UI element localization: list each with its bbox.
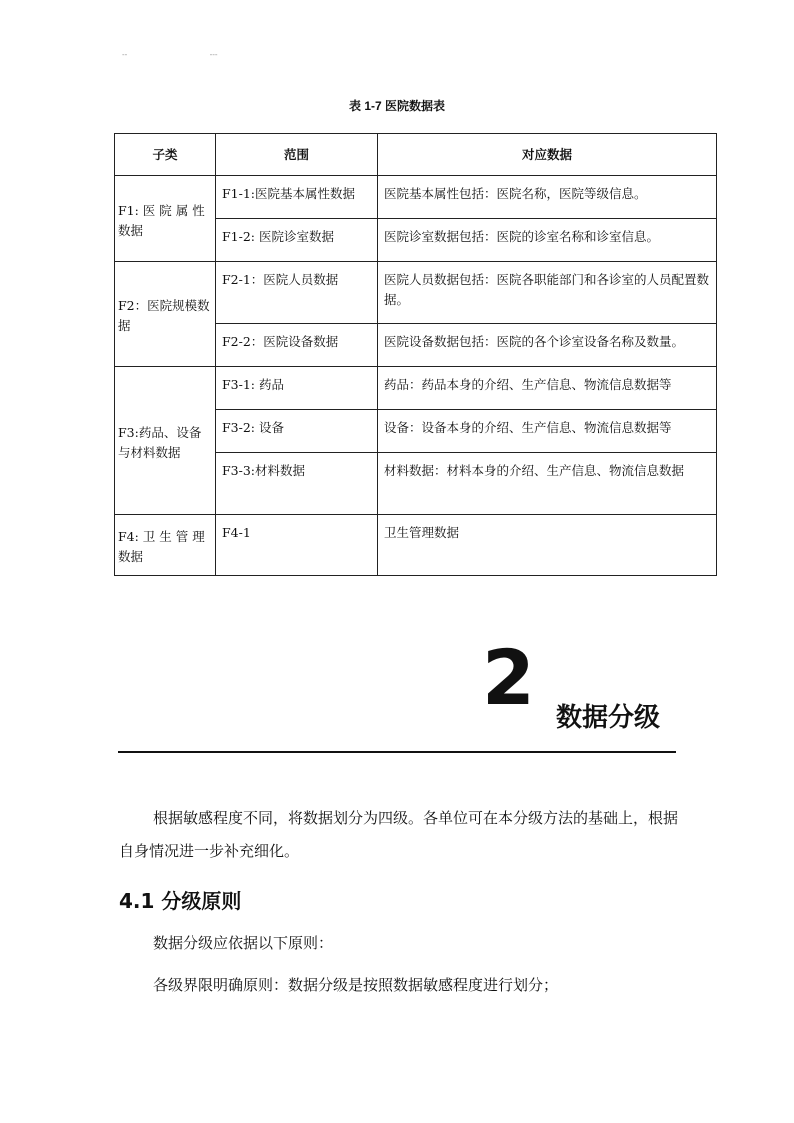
range-cell: F1-1:医院基本属性数据 xyxy=(216,176,378,219)
section-title: 4.1 分级原则 xyxy=(119,889,242,913)
data-cell: 设备：设备本身的介绍、生产信息、物流信息数据等 xyxy=(378,410,717,453)
chapter-title: 数据分级 xyxy=(556,703,661,733)
range-cell: F3-2: 设备 xyxy=(216,410,378,453)
range-cell: F3-1: 药品 xyxy=(216,367,378,410)
data-cell: 医院人员数据包括：医院各职能部门和各诊室的人员配置数据。 xyxy=(378,262,717,324)
chapter-number: 2 xyxy=(482,633,535,722)
data-cell: 药品：药品本身的介绍、生产信息、物流信息数据等 xyxy=(378,367,717,410)
data-cell: 卫生管理数据 xyxy=(378,515,717,576)
section-paragraph-1: 数据分级应依据以下原则： xyxy=(153,934,334,952)
table-row xyxy=(115,367,717,410)
table-row xyxy=(115,262,717,324)
range-cell: F2-1：医院人员数据 xyxy=(216,262,378,324)
header-range: 范围 xyxy=(216,134,378,176)
data-cell: 医院设备数据包括：医院的各个诊室设备名称及数量。 xyxy=(378,324,717,367)
range-cell: F2-2：医院设备数据 xyxy=(216,324,378,367)
table-header-row xyxy=(115,134,717,176)
data-cell: 材料数据：材料本身的介绍、生产信息、物流信息数据 xyxy=(378,453,717,515)
data-cell: 医院基本属性包括：医院名称，医院等级信息。 xyxy=(378,176,717,219)
table-row xyxy=(115,515,717,576)
header-subclass: 子类 xyxy=(115,134,216,176)
table-caption: 表 1-7 医院数据表 xyxy=(348,99,445,113)
header-mark-left: -- xyxy=(122,50,128,59)
header-data: 对应数据 xyxy=(378,134,717,176)
data-cell: 医院诊室数据包括：医院的诊室名称和诊室信息。 xyxy=(378,219,717,262)
subclass-cell: F4: 卫 生 管 理 数据 xyxy=(115,515,216,576)
header-marks xyxy=(122,50,298,59)
hospital-data-table xyxy=(114,133,717,576)
intro-paragraph: 根据敏感程度不同，将数据划分为四级。各单位可在本分级方法的基础上，根据自身情况进一步补充细化。 xyxy=(119,809,679,860)
range-cell: F3-3:材料数据 xyxy=(216,453,378,515)
chapter-divider xyxy=(118,751,676,753)
subclass-cell: F3:药品、设备与材料数据 xyxy=(115,367,216,515)
range-cell: F1-2: 医院诊室数据 xyxy=(216,219,378,262)
header-mark-right: --- xyxy=(209,50,218,59)
table-row xyxy=(115,176,717,219)
subclass-cell: F2：医院规模数据 xyxy=(115,262,216,367)
subclass-cell: F1: 医 院 属 性 数据 xyxy=(115,176,216,262)
section-paragraph-2: 各级界限明确原则：数据分级是按照数据敏感程度进行划分； xyxy=(153,976,559,994)
range-cell: F4-1 xyxy=(216,515,378,576)
